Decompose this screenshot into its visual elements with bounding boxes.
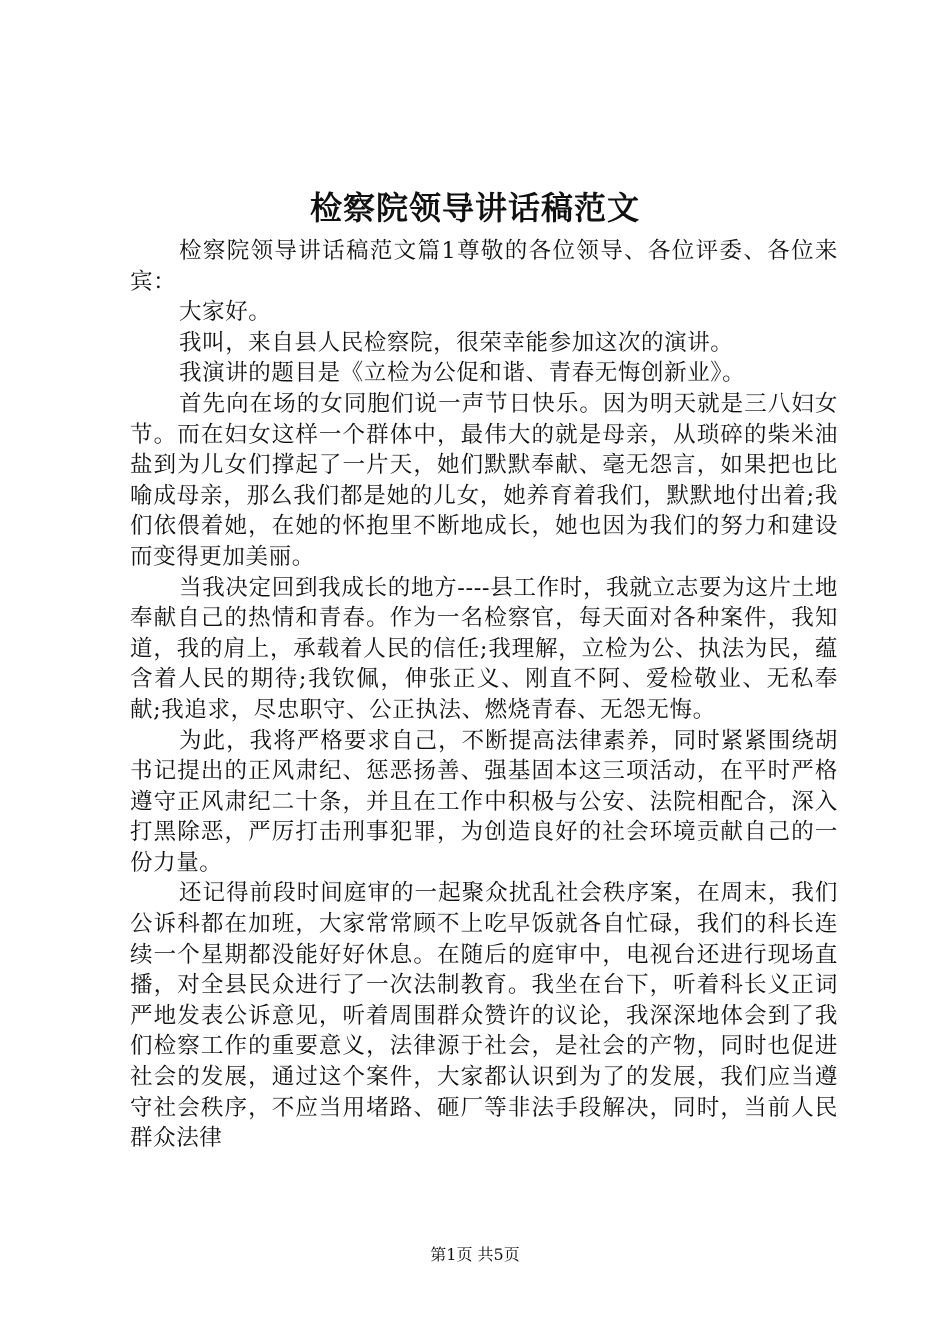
paragraph-1: 检察院领导讲话稿范文篇1尊敬的各位领导、各位评委、各位来宾： xyxy=(130,238,838,295)
paragraph-4: 我演讲的题目是《立检为公促和谐、青春无悔创新业》。 xyxy=(179,360,746,387)
paragraph-2: 大家好。 xyxy=(179,299,272,326)
paragraph-3: 我叫，来自县人民检察院，很荣幸能参加这次的演讲。 xyxy=(179,329,734,356)
document-title: 检察院领导讲话稿范文 xyxy=(309,189,640,227)
paragraph-7: 为此，我将严格要求自己，不断提高法律素养，同时紧紧围绕胡书记提出的正风肃纪、惩恶扬善、强基固本这三项活动，在平时严格遵守正风肃纪二十条，并且在工作中积极与公安、法院相配合，深入打黑除恶，严厉打击刑事犯罪，为创造良好的社会环境贡献自己的一份力量。 xyxy=(130,727,838,876)
page-footer: 第1页 共5页 xyxy=(430,1245,520,1264)
paragraph-6: 当我决定回到我成长的地方----县工作时，我就立志要为这片土地奉献自己的热情和青春。作为一名检察官，每天面对各种案件，我知道，我的肩上，承载着人民的信任;我理解，立检为公、执法为民，蕴含着人民的期待;我钦佩，伸张正义、刚直不阿、爱检敬业、无私奉献;我追求，尽忠职守、公正执法、燃烧青春、无怨无悔。 xyxy=(130,574,838,723)
paragraph-5: 首先向在场的女同胞们说一声节日快乐。因为明天就是三八妇女节。而在妇女这样一个群体中，最伟大的就是母亲，从琐碎的柴米油盐到为儿女们撑起了一片天，她们默默奉献、毫无怨言，如果把也比喻成母亲，那么我们都是她的儿女，她养育着我们，默默地付出着;我们依偎着她，在她的怀抱里不断地成长，她也因为我们的努力和建设而变得更加美丽。 xyxy=(130,390,838,570)
paragraph-8: 还记得前段时间庭审的一起聚众扰乱社会秩序案，在周末，我们公诉科都在加班，大家常常顾不上吃早饭就各自忙碌，我们的科长连续一个星期都没能好好休息。在随后的庭审中，电视台还进行现场直播，对全县民众进行了一次法制教育。我坐在台下，听着科长义正词严地发表公诉意见，听着周围群众赞许的议论，我深深地体会到了我们检察工作的重要意义，法律源于社会，是社会的产物，同时也促进社会的发展，通过这个案件，大家都认识到为了的发展，我们应当遵守社会秩序，不应当用堵路、砸厂等非法手段解决，同时，当前人民群众法律 xyxy=(130,880,838,1152)
document-body xyxy=(130,236,838,1154)
